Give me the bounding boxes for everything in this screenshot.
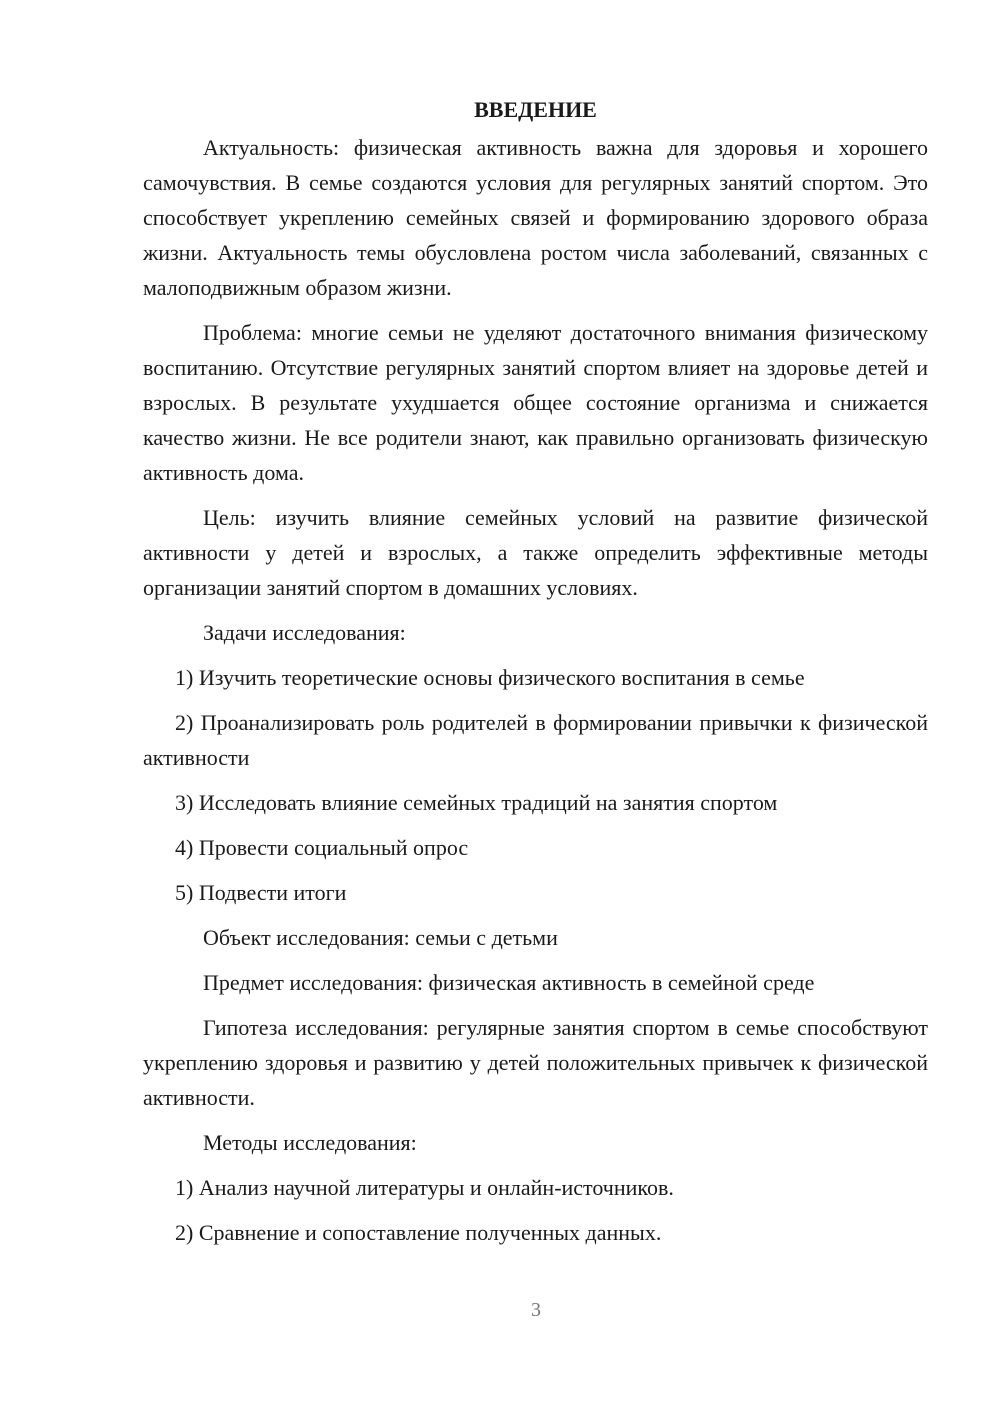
- task-item: 1) Изучить теоретические основы физического воспитания в семье: [175, 665, 805, 690]
- page-number: 3: [531, 1299, 541, 1321]
- goal-paragraph: Цель: изучить влияние семейных условий на развитие физической активности у детей и взрослых, а также определить эффективные методы организации занятий спортом в домашних условиях.: [143, 505, 928, 600]
- task-item: 5) Подвести итоги: [175, 880, 347, 905]
- problem-paragraph: Проблема: многие семьи не уделяют достаточного внимания физическому воспитанию. Отсутствие регулярных занятий спортом влияет на здоровье детей и взрослых. В результате ухудшается общее состояние организма и снижается качество жизни. Не все родители знают, как правильно организовать физическую активность дома.: [143, 320, 928, 485]
- method-item: 2) Сравнение и сопоставление полученных данных.: [175, 1220, 662, 1245]
- method-item: 1) Анализ научной литературы и онлайн-источников.: [175, 1175, 674, 1200]
- relevance-paragraph: Актуальность: физическая активность важна для здоровья и хорошего самочувствия. В семье создаются условия для регулярных занятий спортом. Это способствует укреплению семейных связей и формированию здорового образа жизни. Актуальность темы обусловлена ростом числа заболеваний, связанных с малоподвижным образом жизни.: [143, 135, 928, 300]
- methods-heading: Методы исследования:: [203, 1130, 417, 1155]
- task-item: 2) Проанализировать роль родителей в формировании привычки к физической активности: [143, 710, 928, 770]
- task-item: 3) Исследовать влияние семейных традиций на занятия спортом: [175, 790, 778, 815]
- task-item: 4) Провести социальный опрос: [175, 835, 469, 860]
- object-paragraph: Объект исследования: семьи с детьми: [203, 925, 558, 950]
- tasks-heading: Задачи исследования:: [203, 620, 406, 645]
- section-title: ВВЕДЕНИЕ: [474, 97, 597, 122]
- subject-paragraph: Предмет исследования: физическая активность в семейной среде: [203, 970, 815, 995]
- hypothesis-paragraph: Гипотеза исследования: регулярные занятия спортом в семье способствуют укреплению здоровья и развитию у детей положительных привычек к физической активности.: [143, 1015, 928, 1110]
- document-page: [143, 92, 928, 1250]
